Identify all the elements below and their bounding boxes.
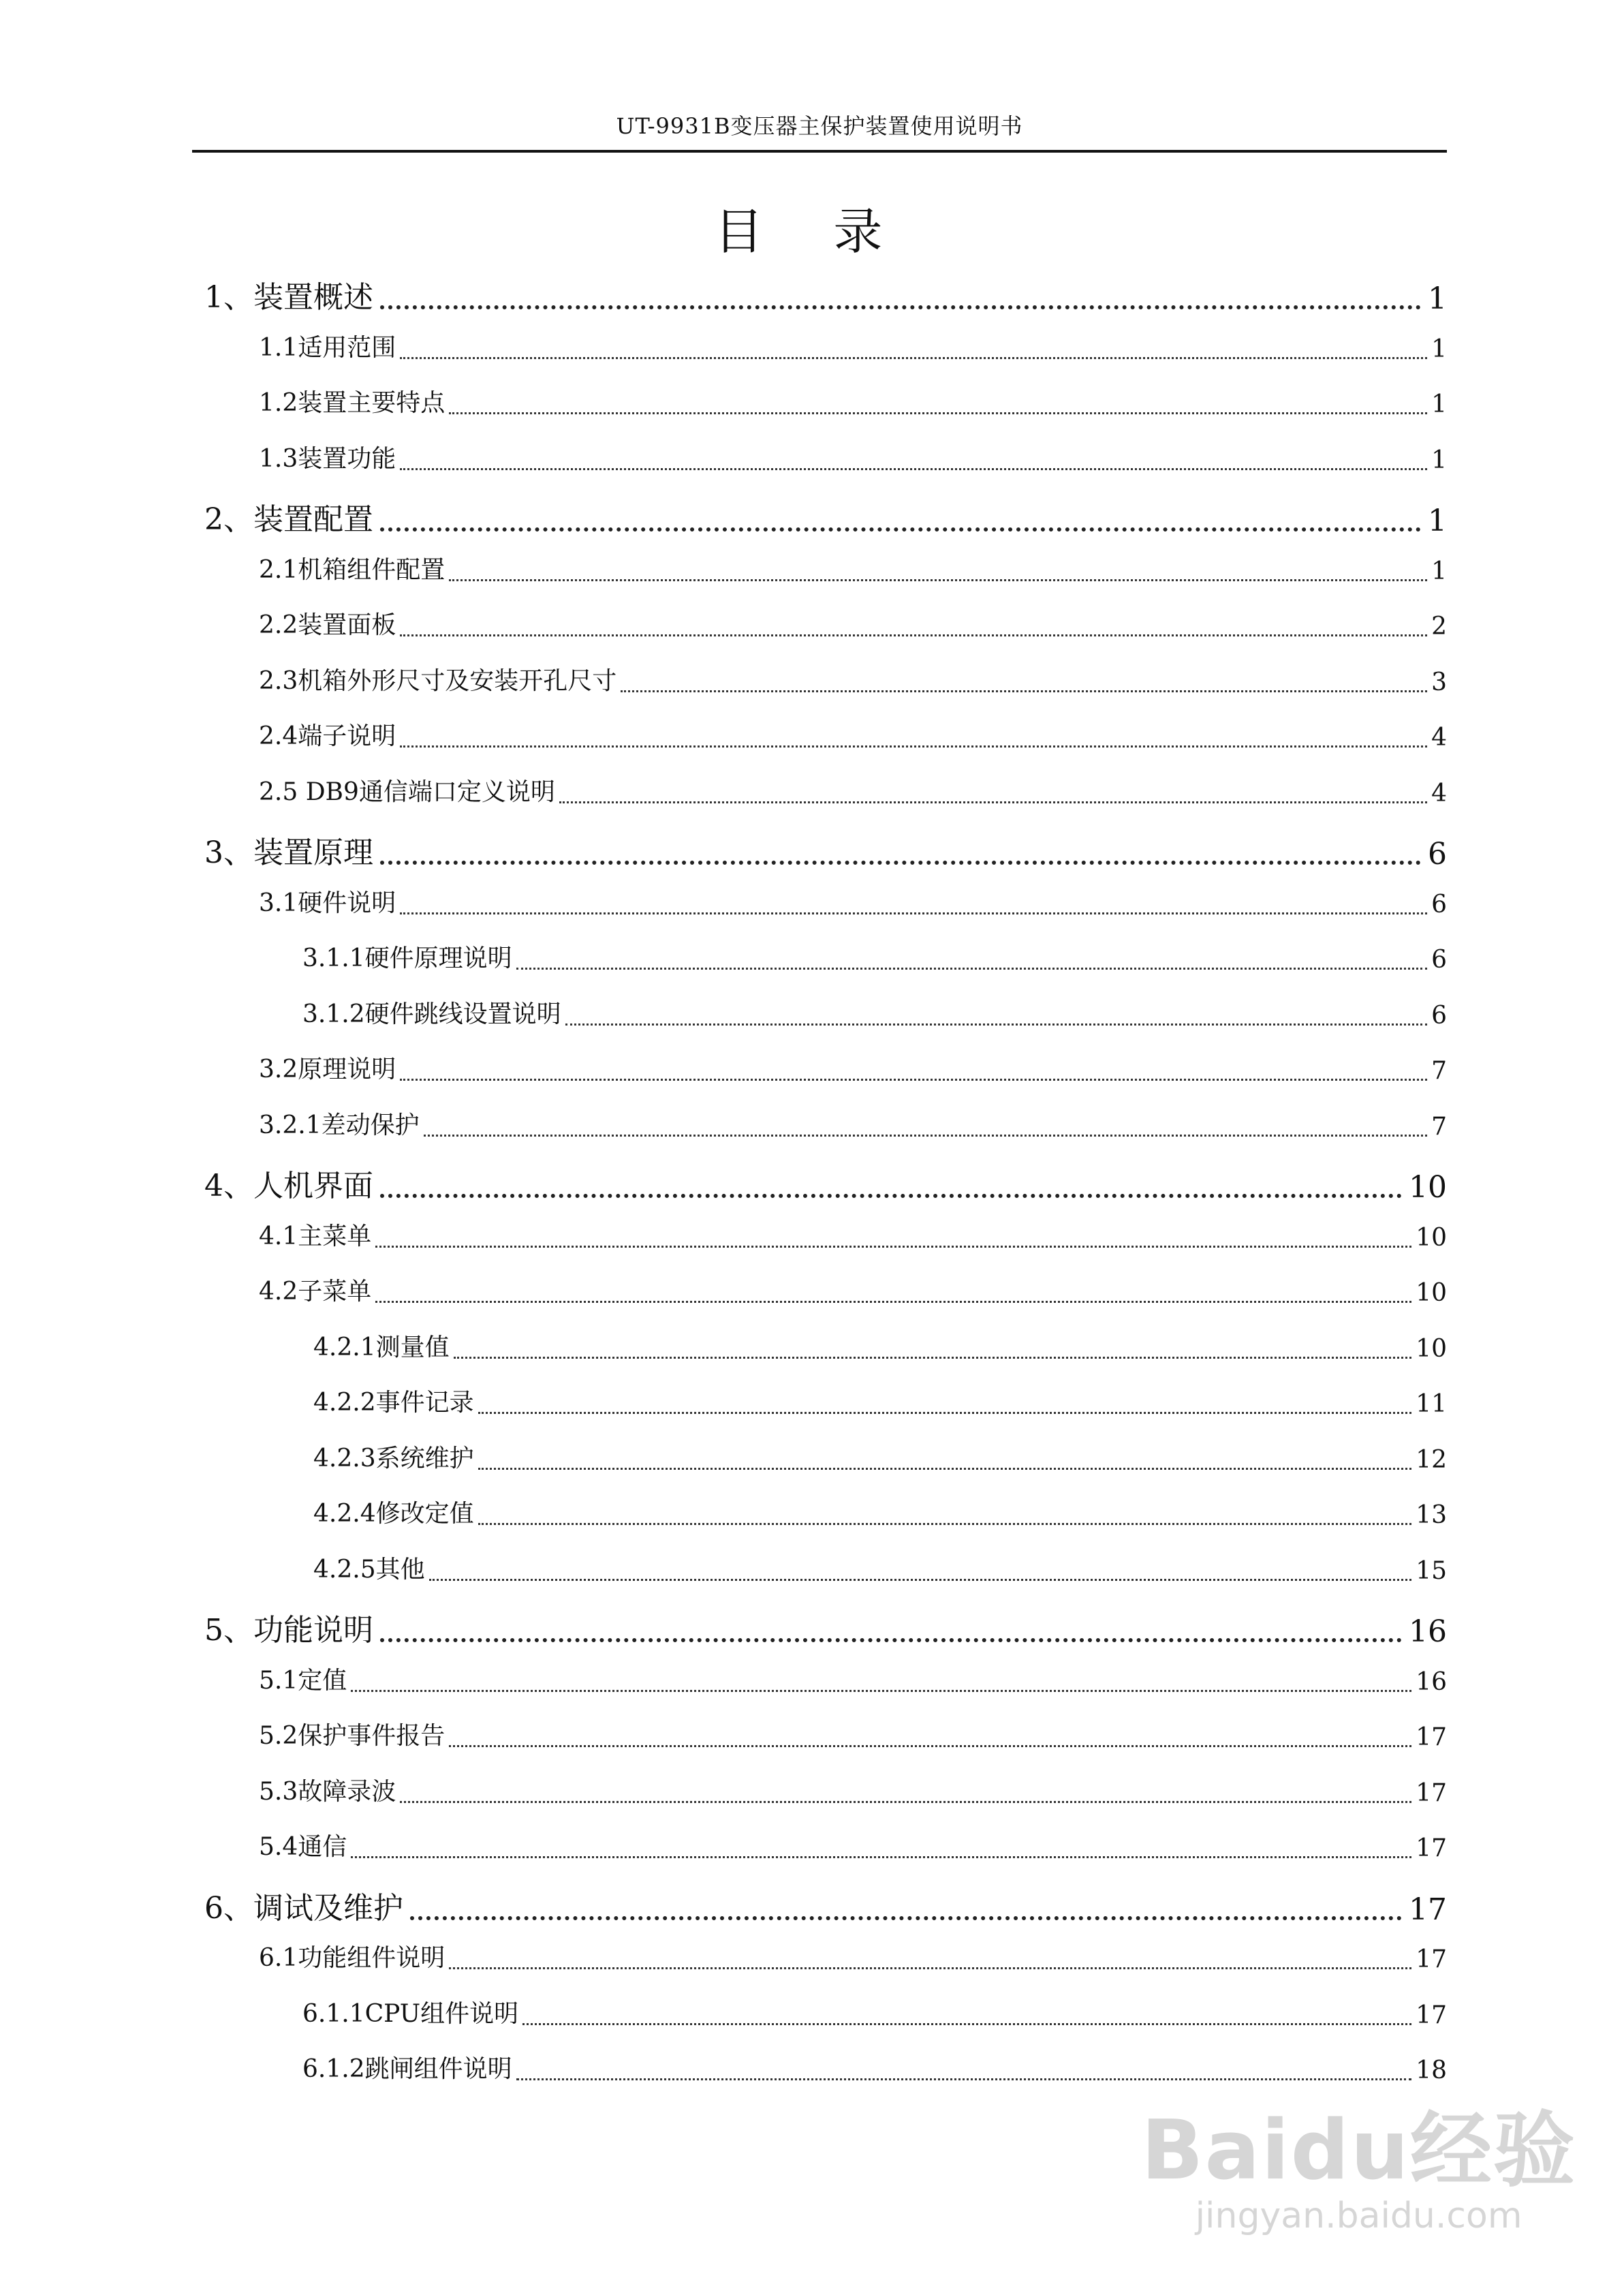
toc-entry-page: 16	[1409, 1614, 1447, 1649]
toc-entry-label: 4.2.4修改定值	[313, 1500, 474, 1528]
dot-leader	[400, 745, 1427, 748]
toc-entry[interactable]	[259, 1772, 1447, 1807]
dot-leader	[400, 1079, 1427, 1081]
toc-entry[interactable]	[259, 717, 1447, 752]
toc-entry-page: 17	[1409, 1892, 1447, 1927]
toc-entry-page: 10	[1416, 1223, 1447, 1252]
toc-entry-label: 3、装置原理	[204, 835, 373, 870]
toc-entry[interactable]	[204, 495, 1447, 538]
dot-leader	[400, 357, 1427, 359]
toc-entry-label: 6.1功能组件说明	[259, 1944, 446, 1972]
dot-leader	[424, 1135, 1427, 1137]
toc-entry[interactable]	[259, 1939, 1447, 1973]
toc-entry[interactable]	[302, 995, 1447, 1030]
toc-entry-page: 18	[1416, 2057, 1447, 2084]
toc-entry-page: 1	[1431, 390, 1447, 418]
toc-entry-label: 1、装置概述	[204, 280, 373, 315]
toc-entry-page: 1	[1428, 504, 1447, 538]
toc-entry[interactable]	[302, 939, 1447, 974]
dot-leader	[375, 1246, 1411, 1248]
toc-entry-page: 1	[1428, 281, 1447, 316]
toc-entry-page: 13	[1416, 1501, 1447, 1529]
toc-entry-page: 17	[1416, 2001, 1447, 2029]
dot-leader	[478, 1412, 1412, 1414]
toc-entry[interactable]	[259, 1716, 1447, 1751]
toc-entry-page: 4	[1431, 779, 1447, 807]
toc-entry[interactable]	[313, 1383, 1447, 1418]
dot-leader	[449, 1967, 1411, 1969]
toc-entry-page: 1	[1431, 557, 1447, 585]
toc-entry-label: 2.3机箱外形尺寸及安装开孔尺寸	[259, 666, 617, 695]
baidu-watermark	[1141, 2085, 1576, 2236]
dot-leader	[351, 1690, 1411, 1692]
dot-leader	[559, 801, 1427, 803]
toc-entry-page: 17	[1416, 1945, 1447, 1973]
toc-entry-label: 5、功能说明	[204, 1613, 373, 1648]
dot-leader	[429, 1579, 1412, 1581]
dot-leader	[380, 305, 1421, 309]
toc-entry[interactable]	[259, 884, 1447, 919]
toc-entry-page: 7	[1431, 1112, 1447, 1141]
toc-entry-label: 4.2.5其他	[313, 1555, 425, 1584]
toc-entry[interactable]	[259, 1106, 1447, 1141]
dot-leader	[380, 861, 1421, 865]
dot-leader	[449, 579, 1427, 581]
toc-entry[interactable]	[313, 1439, 1447, 1474]
dot-leader	[375, 1301, 1411, 1303]
toc-entry-page: 15	[1416, 1556, 1447, 1585]
dot-leader	[380, 1194, 1402, 1198]
toc-entry-label: 6.1.1CPU组件说明	[302, 1999, 519, 2028]
toc-entry-label: 4.2.2事件记录	[313, 1389, 474, 1417]
toc-entry-page: 2	[1431, 613, 1447, 641]
toc-entry[interactable]	[259, 384, 1447, 418]
toc-entry[interactable]	[204, 1883, 1447, 1927]
dot-leader	[565, 1023, 1427, 1026]
toc-entry[interactable]	[302, 1994, 1447, 2029]
dot-leader	[478, 1468, 1412, 1470]
toc-entry-page: 10	[1416, 1279, 1447, 1307]
toc-entry[interactable]	[259, 551, 1447, 585]
dot-leader	[516, 2078, 1412, 2080]
toc-entry-page: 1	[1431, 335, 1447, 363]
toc-entry-page: 4	[1431, 724, 1447, 752]
toc-entry-label: 3.2原理说明	[259, 1056, 396, 1083]
dot-leader	[351, 1856, 1411, 1858]
toc-entry-page: 12	[1416, 1445, 1447, 1474]
toc-entry[interactable]	[204, 1161, 1447, 1205]
toc-entry-page: 10	[1409, 1170, 1447, 1205]
dot-leader	[400, 468, 1427, 470]
toc-entry[interactable]	[259, 1828, 1447, 1862]
dot-leader	[380, 527, 1421, 532]
toc-entry-label: 5.2保护事件报告	[259, 1722, 446, 1750]
header-rule	[192, 150, 1447, 153]
toc-entry-page: 7	[1431, 1057, 1447, 1085]
toc-entry-page: 17	[1416, 1778, 1447, 1807]
toc-entry-label: 3.1.1硬件原理说明	[302, 944, 512, 972]
toc-entry[interactable]	[204, 273, 1447, 316]
toc-entry-label: 3.2.1差动保护	[259, 1111, 420, 1139]
toc-entry[interactable]	[259, 1661, 1447, 1696]
toc-entry-label: 2.2装置面板	[259, 611, 396, 639]
dot-leader	[400, 912, 1427, 914]
dot-leader	[400, 634, 1427, 636]
dot-leader	[621, 690, 1427, 692]
dot-leader	[454, 1357, 1412, 1359]
toc-entry-page: 1	[1431, 446, 1447, 474]
toc-entry[interactable]	[259, 328, 1447, 363]
toc-entry-page: 3	[1431, 668, 1447, 696]
dot-leader	[478, 1523, 1412, 1525]
toc-entry[interactable]	[204, 1605, 1447, 1649]
toc-entry-label: 5.3故障录波	[259, 1777, 396, 1806]
dot-leader	[380, 1638, 1402, 1642]
watermark-url: jingyan.baidu.com	[1195, 2196, 1522, 2236]
toc-entry-page: 17	[1416, 1834, 1447, 1862]
toc-entry-label: 3.1硬件说明	[259, 889, 396, 917]
toc-entry-label: 2.1机箱组件配置	[259, 555, 446, 584]
watermark-brand: Baidu经验	[1141, 2104, 1576, 2198]
dot-leader	[410, 1916, 1402, 1920]
toc-entry[interactable]	[259, 773, 1447, 807]
toc-entry-label: 5.1定值	[259, 1666, 347, 1695]
toc-entry-label: 4.2.3系统维护	[313, 1444, 474, 1473]
dot-leader	[522, 2023, 1411, 2025]
toc-entry[interactable]	[313, 1494, 1447, 1529]
dot-leader	[400, 1801, 1411, 1803]
dot-leader	[516, 968, 1427, 970]
dot-leader	[449, 412, 1427, 414]
dot-leader	[449, 1745, 1411, 1747]
toc-entry[interactable]	[259, 1272, 1447, 1307]
toc-entry[interactable]	[313, 1550, 1447, 1585]
toc-entry[interactable]	[259, 440, 1447, 474]
toc-entry-label: 3.1.2硬件跳线设置说明	[302, 1000, 561, 1028]
toc-entry-page: 17	[1416, 1723, 1447, 1751]
toc-entry-label: 6.1.2跳闸组件说明	[302, 2055, 512, 2083]
toc-entry-page: 6	[1428, 837, 1447, 872]
toc-entry-label: 4.2.1测量值	[313, 1333, 450, 1361]
toc-entry[interactable]	[259, 1217, 1447, 1252]
toc-entry[interactable]	[302, 2050, 1447, 2084]
toc-entry-page: 16	[1416, 1667, 1447, 1696]
toc-entry-label: 4.2子菜单	[259, 1278, 372, 1306]
toc-entry-label: 2.5 DB9通信端口定义说明	[259, 777, 555, 806]
toc-title: 目 录	[714, 203, 910, 260]
toc-entry-label: 1.2装置主要特点	[259, 389, 446, 417]
running-header: UT-9931B变压器主保护装置使用说明书	[616, 113, 1023, 139]
toc-entry[interactable]	[259, 1050, 1447, 1085]
toc-entry[interactable]	[259, 662, 1447, 696]
toc-entry-label: 2、装置配置	[204, 502, 373, 537]
toc-entry-label: 2.4端子说明	[259, 722, 396, 750]
toc-entry-label: 4.1主菜单	[259, 1222, 372, 1250]
toc-entry-page: 6	[1431, 1001, 1447, 1030]
toc-entry-label: 1.3装置功能	[259, 444, 396, 473]
toc-entry-label: 4、人机界面	[204, 1169, 373, 1203]
toc-entry-page: 6	[1431, 890, 1447, 919]
toc-entry[interactable]	[204, 828, 1447, 872]
toc-entry-page: 6	[1431, 946, 1447, 974]
toc-entry-page: 10	[1416, 1334, 1447, 1363]
toc-entry[interactable]	[313, 1328, 1447, 1363]
toc-entry[interactable]	[259, 606, 1447, 641]
toc-entry-label: 5.4通信	[259, 1833, 347, 1861]
toc-entry-label: 1.1适用范围	[259, 333, 396, 362]
toc-entry-page: 11	[1416, 1390, 1447, 1418]
toc-entry-label: 6、调试及维护	[204, 1890, 403, 1926]
